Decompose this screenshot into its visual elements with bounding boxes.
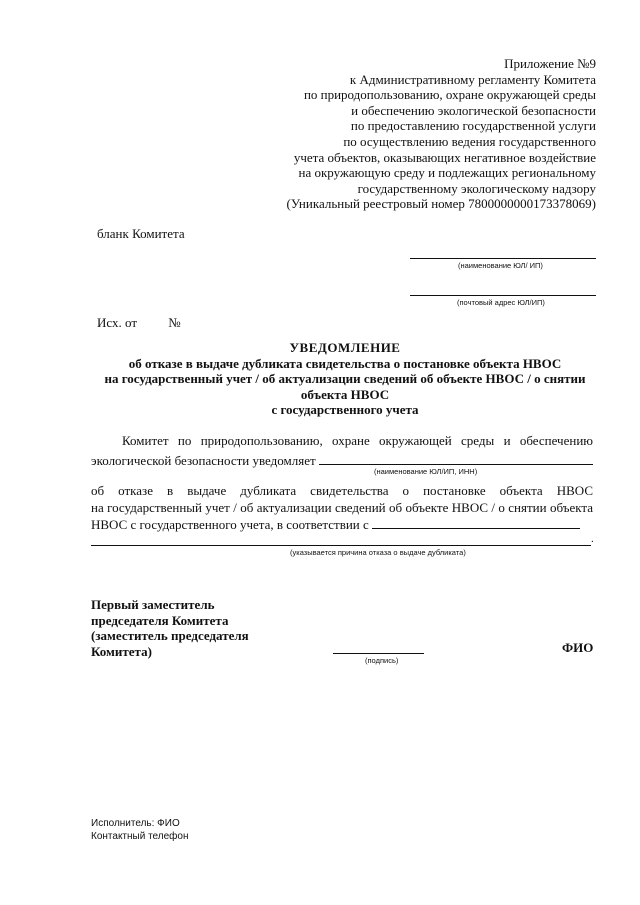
appendix-line: (Уникальный реестровый номер 7800000000173378069): [286, 196, 596, 212]
outgoing-reference: [97, 315, 181, 331]
signature-caption: (подпись): [365, 656, 399, 665]
recipient-fill-line: [319, 453, 593, 465]
appendix-line: Приложение №9: [504, 56, 596, 71]
notice-subtitle-line: об отказе в выдаче дубликата свидетельства о постановке объекта НВОС: [128, 355, 562, 371]
reason-fill-line: [372, 517, 580, 529]
body-line-1: Комитет по природопользованию, охране окружающей среды и обеспечению: [122, 433, 593, 448]
letterhead-placeholder: бланк Комитета: [97, 226, 185, 241]
signature-line: [333, 653, 424, 654]
appendix-line: по природопользованию, охране окружающей среды: [303, 87, 596, 103]
appendix-line: по предоставлению государственной услуги: [350, 118, 596, 134]
notice-subtitle-line: на государственный учет / об актуализации сведений об объекте НВОС / о снятии: [104, 371, 586, 386]
phone-line: Контактный телефон: [91, 831, 189, 842]
appendix-line: и обеспечению экологической безопасности: [351, 102, 596, 118]
notice-subtitle-line: объекта НВОС: [300, 386, 390, 402]
recipient-name-line: [410, 258, 596, 259]
signer-block: [91, 597, 249, 659]
footer-block: [91, 817, 189, 843]
body-line-3: об отказе в выдаче дубликата свидетельства о постановке объекта НВОС: [91, 483, 593, 498]
signer-line: председателя Комитета: [91, 612, 229, 628]
appendix-header: [176, 56, 596, 212]
signer-line: (заместитель председателя: [91, 628, 249, 643]
notice-heading: УВЕДОМЛЕНИЕ: [289, 340, 401, 355]
executor-line: Исполнитель: ФИО: [91, 818, 180, 829]
recipient-inn-caption: (наименование ЮЛ/ИП, ИНН): [374, 467, 478, 476]
outgoing-ref-label: Исх. от: [97, 315, 137, 330]
outgoing-number-label: №: [168, 315, 181, 330]
recipient-address-caption: (почтовый адрес ЮЛ/ИП): [457, 298, 545, 307]
body-line-4: на государственный учет / об актуализации сведений об объекте НВОС / о снятии объекта: [91, 500, 593, 515]
body-line-2-text: экологической безопасности уведомляет: [91, 453, 316, 468]
signer-line: Первый заместитель: [91, 597, 215, 612]
appendix-line: государственному экологическому надзору: [357, 180, 596, 196]
reason-fill-line-2: [91, 545, 591, 546]
appendix-line: к Административному регламенту Комитета: [349, 71, 596, 87]
reason-end-period: .: [591, 533, 594, 545]
recipient-address-line: [410, 295, 596, 296]
signer-fio: ФИО: [562, 640, 594, 655]
signer-line: Комитета): [91, 643, 152, 659]
body-line-5-text: НВОС с государственного учета, в соответствии с: [91, 517, 369, 532]
appendix-line: по осуществлению ведения государственного: [343, 133, 596, 149]
body-line-5: [91, 517, 580, 533]
notice-title: [90, 340, 600, 418]
body-line-2: [91, 453, 593, 469]
appendix-line: на окружающую среду и подлежащих региональному: [298, 165, 596, 181]
reason-caption: (указывается причина отказа о выдаче дубликата): [290, 548, 466, 557]
notice-subtitle-line: с государственного учета: [271, 402, 419, 417]
recipient-name-caption: (наименование ЮЛ/ ИП): [458, 261, 543, 270]
appendix-line: учета объектов, оказывающих негативное воздействие: [293, 149, 596, 165]
